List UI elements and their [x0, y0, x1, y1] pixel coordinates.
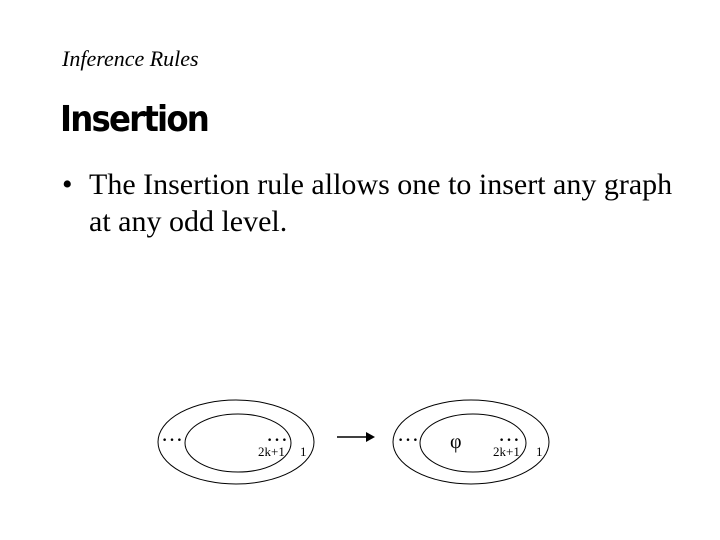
right-arrow-icon — [337, 432, 375, 442]
right-graph — [393, 400, 549, 484]
left-outer-ellipsis: … — [161, 421, 183, 446]
inserted-graph-phi: φ — [450, 431, 462, 453]
bullet-text: The Insertion rule allows one to insert any graph at any odd level. — [89, 168, 673, 238]
right-outer-level-label: 1 — [536, 444, 543, 459]
section-label: Inference Rules — [62, 46, 199, 71]
left-inner-ellipsis: … — [266, 421, 288, 446]
bullet-marker: • — [62, 168, 73, 201]
right-outer-ellipsis: … — [397, 421, 419, 446]
right-inner-ellipsis: … — [498, 421, 520, 446]
left-inner-level-label: 2k+1 — [258, 444, 285, 459]
right-inner-level-label: 2k+1 — [493, 444, 520, 459]
slide-title: Insertion — [60, 99, 209, 140]
left-graph — [158, 400, 314, 484]
left-outer-level-label: 1 — [300, 444, 307, 459]
